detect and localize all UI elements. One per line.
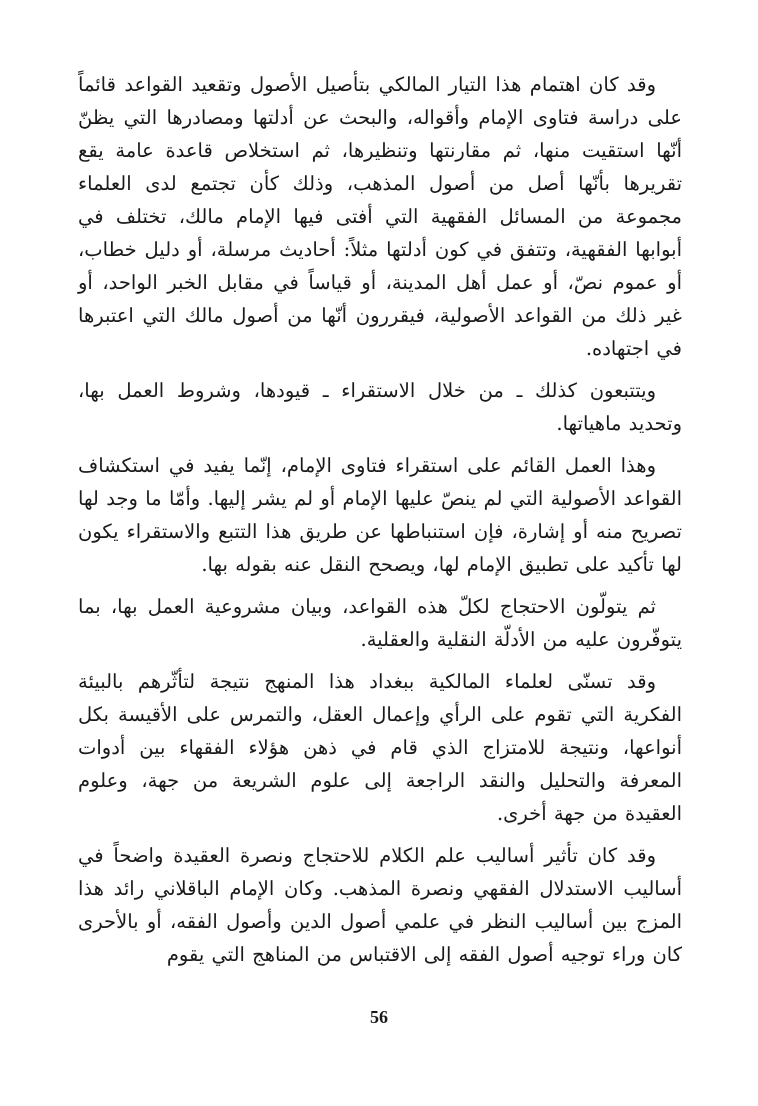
paragraph-1: وقد كان اهتمام هذا التيار المالكي بتأصيل الأصول وتقعيد القواعد قائماً على دراسة فتاوى الإمام وأقواله، والبحث عن أدلتها ومصادرها التي يظنّ أنّها استقيت منها، ثم مقارنتها وتنظيرها، ثم استخلاص قاعدة عامة يقع تقريرها بأنّها أصل من أصول المذهب، وذلك كأن تجتمع لدى العلماء مجموعة من المسائل الفقهية التي أفتى فيها الإمام مالك، تختلف في أبوابها الفقهية، وتتفق في كون أدلتها مثلاً: أحاديث مرسلة، أو دليل خطاب، أو عموم نصّ، أو عمل أهل المدينة، أو قياساً في مقابل الخبر الواحد، أو غير ذلك من القواعد الأصولية، فيقررون أنّها من أصول مالك التي اعتبرها في اجتهاده. [78,73,682,360]
page-number: 56 [370,1007,388,1027]
paragraph-5: وقد تسنّى لعلماء المالكية ببغداد هذا المنهج نتيجة لتأثّرهم بالبيئة الفكرية التي تقوم على الرأي وإعمال العقل، والتمرس على الأقيسة بكل أنواعها، ونتيجة للامتزاج الذي قام في ذهن هؤلاء الفقهاء بين أدوات المعرفة والتحليل والنقد الراجعة إلى علوم الشريعة من جهة، وعلوم العقيدة من جهة أخرى. [78,670,682,825]
paragraph-3: وهذا العمل القائم على استقراء فتاوى الإمام، إنّما يفيد في استكشاف القواعد الأصولية التي لم ينصّ عليها الإمام أو لم يشر إليها. وأمّا ما وجد لها تصريح منه أو إشارة، فإن استنباطها عن طريق هذا التتبع والاستقراء يكون لها تأكيد على تطبيق الإمام لها، ويصحح النقل عنه بقوله بها. [78,454,682,576]
paragraph-2: ويتتبعون كذلك ـ من خلال الاستقراء ـ قيودها، وشروط العمل بها، وتحديد ماهياتها. [78,379,682,435]
document-page [78,68,682,980]
paragraph-6: وقد كان تأثير أساليب علم الكلام للاحتجاج ونصرة العقيدة واضحاً في أساليب الاستدلال الفقهي ونصرة المذهب. وكان الإمام الباقلاني رائد هذا المزج بين أساليب النظر في علمي أصول الدين وأصول الفقه، أو بالأحرى كان وراء توجيه أصول الفقه إلى الاقتباس من المناهج التي يقوم [78,844,682,966]
paragraph-4: ثم يتولّون الاحتجاج لكلّ هذه القواعد، وبيان مشروعية العمل بها، بما يتوفّرون عليه من الأدلّة النقلية والعقلية. [78,595,682,651]
